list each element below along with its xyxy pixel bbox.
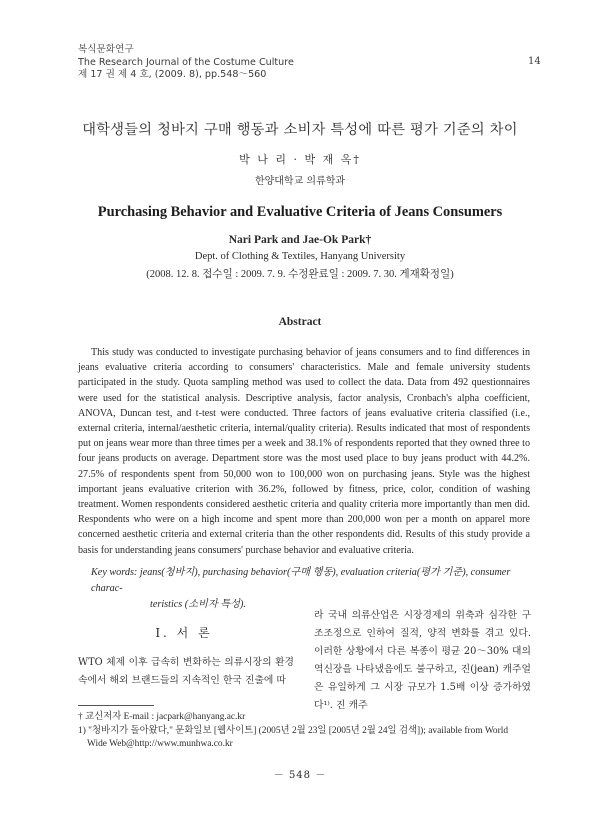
korean-authors: 박 나 리 · 박 재 옥† [239, 153, 361, 166]
submission-dates: (2008. 12. 8. 접수일 : 2009. 7. 9. 수정완료일 : 2009. 7. 30. 게재확정일) [146, 269, 454, 280]
abstract-body: This study was conducted to investigate purchasing behavior of jeans consumers and to find differences in jeans evaluative criteria according to consumers' characteristics. Male and female university students participated in the study. Quota sampling method was used to collect the data. Data from 492 questionnaires were used for the statistical analysis. Descriptive analysis, factor analysis, Cronbach's alpha coefficient, ANOVA, Duncan test, and t-test were conducted. Three factors of jeans evaluative criteria classified (i.e., external criteria, internal/aesthetic criteria, internal/quality criteria). Results indicated that most of respondents put on jeans wear more than three times per a week and 38.1% of respondents reported that they owned three to four jeans products on average. Department store was the most used place to buy jeans product with 44.2%. 27.5% of respondents spent from 50,000 won to 100,000 won on purchasing jeans. Style was the highest important jeans evaluative criterion with 36.2%, followed by fitness, price, color, condition of washing treatment. Women respondents considered aesthetic criteria and quality criteria more importantly than men did. Respondents who were on a high income and spent more than 200,000 won per a month on apparel more concerned aesthetic criteria and external criteria than the other respondents did. Results of this study provide a basis for understanding jeans consumers' purchase behavior and evaluative criteria. [78, 347, 530, 556]
keywords-line-1: Key words: jeans(청바지), purchasing behavior(구매 행동), evaluation criteria(평가 기준), consumer charac- [91, 567, 511, 594]
keywords [91, 565, 531, 613]
journal-english-name: The Research Journal of the Costume Culture [78, 56, 294, 68]
abstract-heading: Abstract [278, 316, 322, 328]
page-number: 14 [528, 56, 541, 67]
footnote-divider [78, 705, 154, 706]
intro-left-column: WTO 체제 이후 급속히 변화하는 의류시장의 환경 속에서 해외 브랜드들의 지속적인 한국 진출에 따 [78, 657, 294, 686]
journal-volume-info: 제 17 권 제 4 호, (2009. 8), pp.548～560 [78, 69, 267, 80]
keywords-line-2: teristics (소비자 특성). [150, 599, 246, 610]
korean-affiliation: 한양대학교 의류학과 [254, 176, 346, 187]
korean-title: 대학생들의 청바지 구매 행동과 소비자 특성에 따른 평가 기준의 차이 [82, 122, 518, 138]
english-authors: Nari Park and Jae-Ok Park† [228, 234, 372, 246]
english-affiliation: Dept. of Clothing & Textiles, Hanyang University [194, 251, 406, 262]
journal-korean-name: 복식문화연구 [78, 44, 134, 55]
section-heading-introduction: Ⅰ. 서 론 [155, 626, 213, 640]
footnote-1-line-2: Wide Web@http://www.munhwa.co.kr [87, 739, 233, 749]
intro-right-column: 라 국내 의류산업은 시장경제의 위축과 심각한 구조조정으로 인하여 질적, 양적 변화를 겪고 있다. 이러한 상황에서 다른 복종이 평균 20～30% 대의 역신장을 나타냈음에도 불구하고, 진(jean) 캐주얼은 유일하게 그 시장 규모가 1.5배 이상 증가하였다¹⁾. 진 캐주 [314, 610, 531, 711]
corresponding-author-note: † 교신저자 E-mail : jacpark@hanyang.ac.kr [78, 712, 246, 722]
footnotes [78, 711, 538, 752]
footer-page-number: － 548 － [273, 770, 327, 781]
english-title: Purchasing Behavior and Evaluative Criteria of Jeans Consumers [97, 204, 503, 220]
journal-header [78, 44, 294, 82]
footnote-1-line-1: 1) "청바지가 돌아왔다," 문화일보 [웹사이트] (2005년 2월 23일 [2005년 2월 24일 검색]); available from World [78, 725, 509, 736]
